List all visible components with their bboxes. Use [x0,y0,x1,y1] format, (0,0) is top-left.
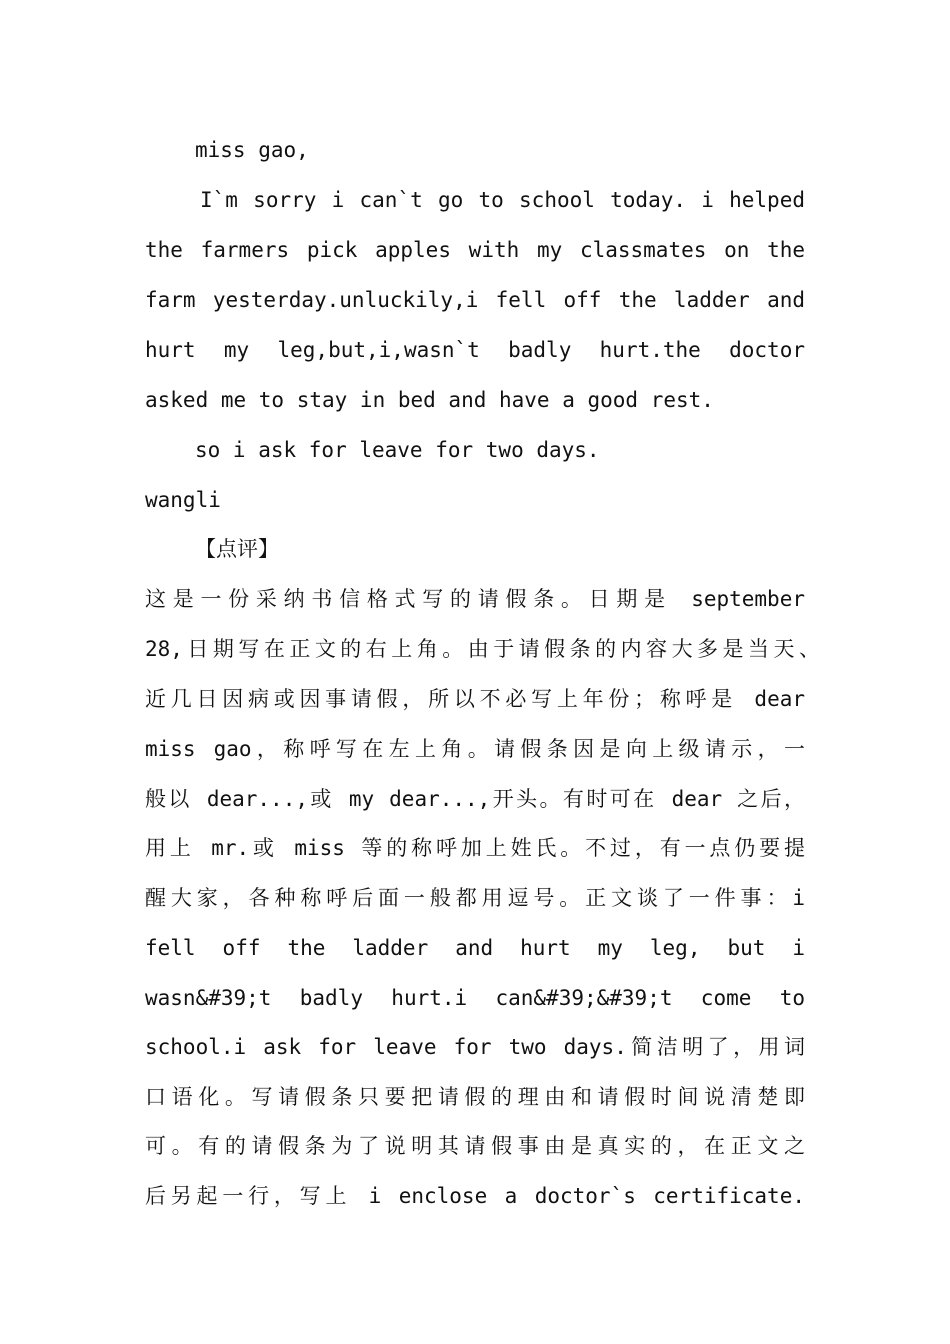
comment-line: fell off the ladder and hurt my leg, but i [145,936,805,960]
comment-heading: 【点评】 [195,537,279,561]
letter-body-line: hurt my leg,but,i,wasn`t badly hurt.the doctor [145,338,805,362]
letter-closing: so i ask for leave for two days. [195,438,600,462]
comment-line: 醒大家，各种称呼后面一般都用逗号。正文谈了一件事：i [145,886,805,910]
comment-line: 用上 mr.或 miss 等的称呼加上姓氏。不过，有一点仍要提 [145,836,805,860]
letter-signature: wangli [145,488,221,512]
comment-line: wasn&#39;t badly hurt.i can&#39;&#39;t come to [145,986,805,1010]
comment-line: 可。有的请假条为了说明其请假事由是真实的，在正文之 [145,1134,805,1158]
comment-line: school.i ask for leave for two days.简洁明了，用词 [145,1035,805,1059]
comment-line: 后另起一行，写上 i enclose a doctor`s certificate. [145,1184,805,1208]
comment-line: 般以 dear...,或 my dear...,开头。有时可在 dear 之后， [145,787,805,811]
letter-salutation: miss gao, [195,138,309,162]
letter-body-line: the farmers pick apples with my classmates on the [145,238,805,262]
comment-line: 28,日期写在正文的右上角。由于请假条的内容大多是当天、 [145,637,820,661]
comment-line: 近几日因病或因事请假，所以不必写上年份；称呼是 dear [145,687,805,711]
letter-body-line: farm yesterday.unluckily,i fell off the ladder and [145,288,805,312]
letter-body-line: asked me to stay in bed and have a good rest. [145,388,714,412]
letter-body-line: I`m sorry i can`t go to school today. i helped [200,188,805,212]
comment-line: 这是一份采纳书信格式写的请假条。日期是 september [145,587,805,611]
comment-line: miss gao，称呼写在左上角。请假条因是向上级请示，一 [145,737,805,761]
comment-line: 口语化。写请假条只要把请假的理由和请假时间说清楚即 [145,1085,805,1109]
